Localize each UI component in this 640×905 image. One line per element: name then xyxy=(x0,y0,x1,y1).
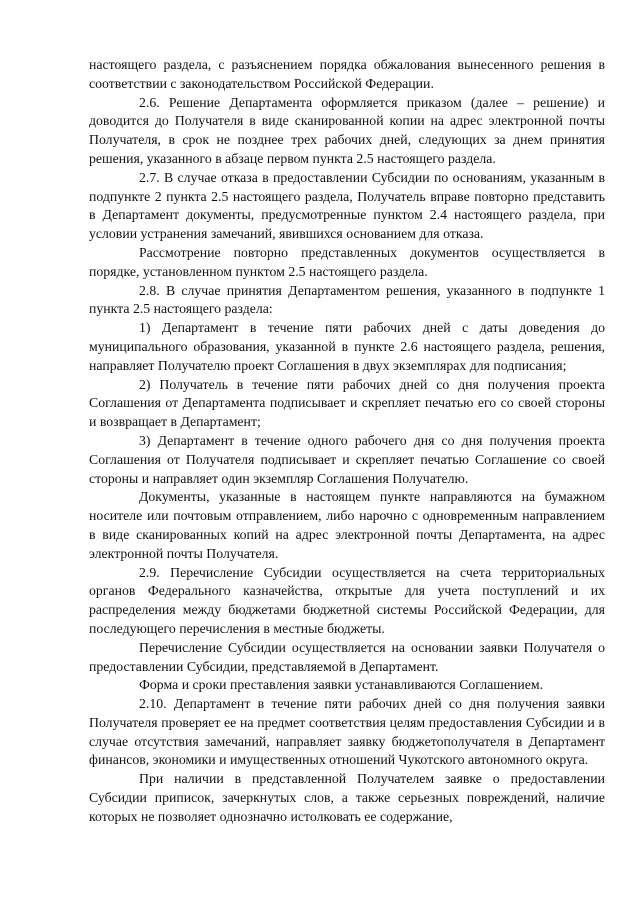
paragraph-2-8: 2.8. В случае принятия Департаментом решения, указанного в подпункте 1 пункта 2.5 настоящего раздела: xyxy=(89,282,605,317)
paragraph-2-8-item-2: 2) Получатель в течение пяти рабочих дней со дня получения проекта Соглашения от Департамента подписывает и скрепляет печатью его со своей стороны и возвращает в Департамент; xyxy=(89,376,605,430)
paragraph-2-10-defects: При наличии в представленной Получателем заявке о предоставлении Субсидии приписок, зачеркнутых слов, а также серьезных повреждений, наличие которых не позволяет однозначно истолковать ее содержание, xyxy=(89,771,605,824)
document-body xyxy=(89,56,605,827)
paragraph-2-8-item-3: 3) Департамент в течение одного рабочего дня со дня получения проекта Соглашения от Получателя подписывает и скрепляет печатью Соглашение со своей стороны и направляет один экземпляр Соглашения Получателю. xyxy=(89,432,605,486)
paragraph-2-6: 2.6. Решение Департамента оформляется приказом (далее – решение) и доводится до Получателя в виде сканированной копии на адрес электронной почты Получателя, в срок не позднее трех рабочих дней, следующих за днем принятия решения, указанного в абзаце первом пункта 2.5 настоящего раздела. xyxy=(89,94,605,166)
paragraph-2-8-item-1: 1) Департамент в течение пяти рабочих дней с даты доведения до муниципального образования, указанной в пункте 2.6 настоящего раздела, решения, направляет Получателю проект Соглашения в двух экземплярах для подписания; xyxy=(89,320,605,373)
paragraph-2-7: 2.7. В случае отказа в предоставлении Субсидии по основаниям, указанным в подпункте 2 пункта 2.5 настоящего раздела, Получатель вправе повторно представить в Департамент документы, предусмотренные пунктом 2.4 настоящего раздела, при условии устранения замечаний, явившихся основанием для отказа. xyxy=(89,169,605,242)
paragraph-2-9-form: Форма и сроки преставления заявки устанавливаются Соглашением. xyxy=(139,677,544,693)
paragraph-2-10: 2.10. Департамент в течение пяти рабочих дней со дня получения заявки Получателя проверяет ее на предмет соответствия целям предоставления Субсидии и в случае отсутствия замечаний, направляет заявку бюджетополучателя в Департамент финансов, экономики и имущественных отношений Чукотского автономного округа. xyxy=(89,696,605,768)
paragraph-2-9: 2.9. Перечисление Субсидии осуществляется на счета территориальных органов Федерального казначейства, открытые для учета поступлений и их распределения между бюджетами бюджетной системы Российской Федерации, для последующего перечисления в местные бюджеты. xyxy=(89,564,605,636)
paragraph-continuation: настоящего раздела, с разъяснением порядка обжалования вынесенного решения в соответствии с законодательством Российской Федерации. xyxy=(89,57,605,91)
paragraph-2-9-application: Перечисление Субсидии осуществляется на основании заявки Получателя о предоставлении Субсидии, представляемой в Департамент. xyxy=(89,639,605,674)
paragraph-2-7-review: Рассмотрение повторно представленных документов осуществляется в порядке, установленном пунктом 2.5 настоящего раздела. xyxy=(89,244,605,279)
paragraph-2-8-documents: Документы, указанные в настоящем пункте направляются на бумажном носителе или почтовым отправлением, либо нарочно с одновременным направлением в виде сканированных копий на адрес электронной почты Департамента, на адрес электронной почты Получателя. xyxy=(89,489,605,561)
